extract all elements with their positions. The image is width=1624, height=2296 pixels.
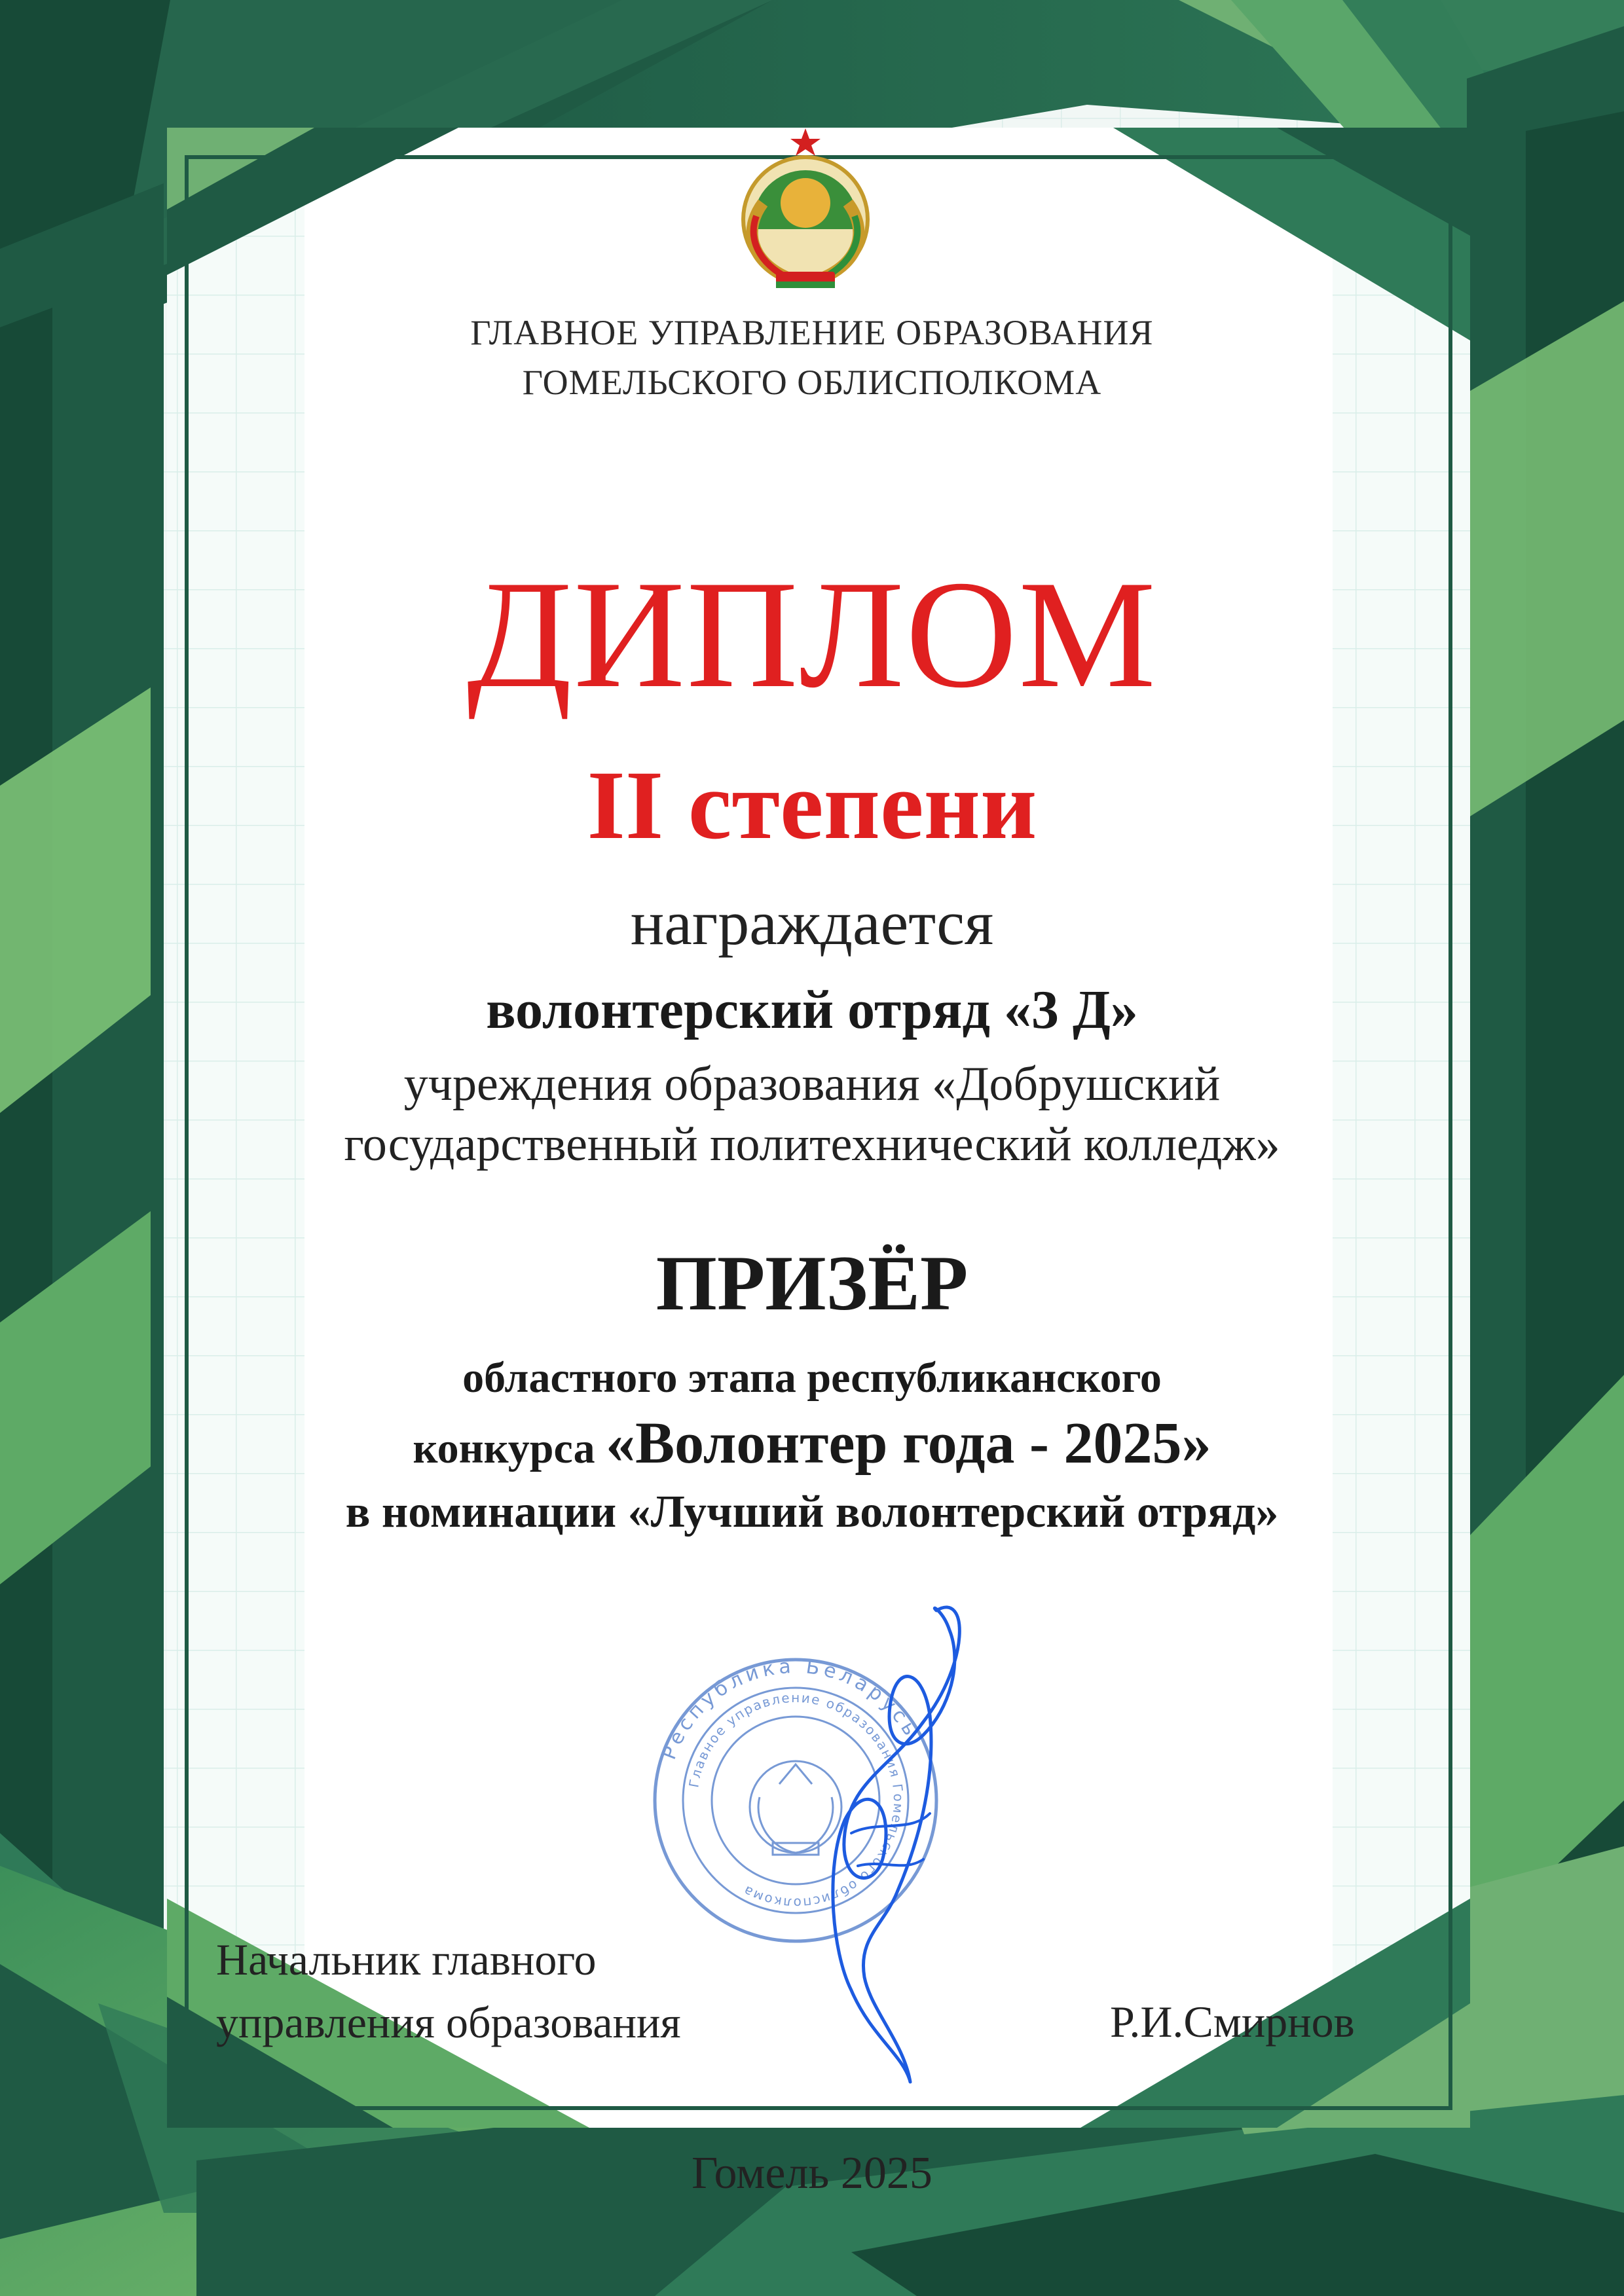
awarded-label: награждается (630, 888, 994, 958)
contest-stage: областного этапа республиканского (462, 1354, 1162, 1402)
handwritten-signature (773, 1584, 982, 2095)
contest-name: «Волонтер года - 2025» (606, 1411, 1211, 1476)
coat-of-arms-icon (717, 124, 894, 295)
institution-line-2: государственный политехнический колледж» (344, 1118, 1280, 1171)
stamp-outer-text: Республика Беларусь (657, 1654, 924, 1763)
diploma-degree: II степени (587, 751, 1037, 860)
issuing-organization (0, 308, 1624, 407)
diploma-title: ДИПЛОМ (466, 549, 1158, 720)
city-year: Гомель 2025 (692, 2148, 932, 2198)
institution (0, 1054, 1624, 1175)
signer-name: Р.И.Смирнов (1110, 1997, 1355, 2047)
nomination: в номинации «Лучший волонтерский отряд» (345, 1487, 1279, 1537)
org-line-2: ГОМЕЛЬСКОГО ОБЛИСПОЛКОМА (522, 363, 1102, 402)
signer-position-line-2: управления образования (216, 1997, 681, 2047)
contest-prefix: конкурса (413, 1425, 595, 1472)
org-line-1: ГЛАВНОЕ УПРАВЛЕНИЕ ОБРАЗОВАНИЯ (470, 313, 1154, 352)
signer-position-line-1: Начальник главного (216, 1935, 597, 1984)
awardee-name: волонтерский отряд «3 Д» (486, 979, 1138, 1040)
signer-position (216, 1928, 681, 2054)
contest-line (0, 1411, 1624, 1478)
stamp-inner-text: Главное управление образования Гомельского облисполкома (686, 1689, 907, 1912)
institution-line-1: учреждения образования «Добрушский (403, 1057, 1221, 1111)
prize-title: ПРИЗЁР (655, 1239, 969, 1326)
